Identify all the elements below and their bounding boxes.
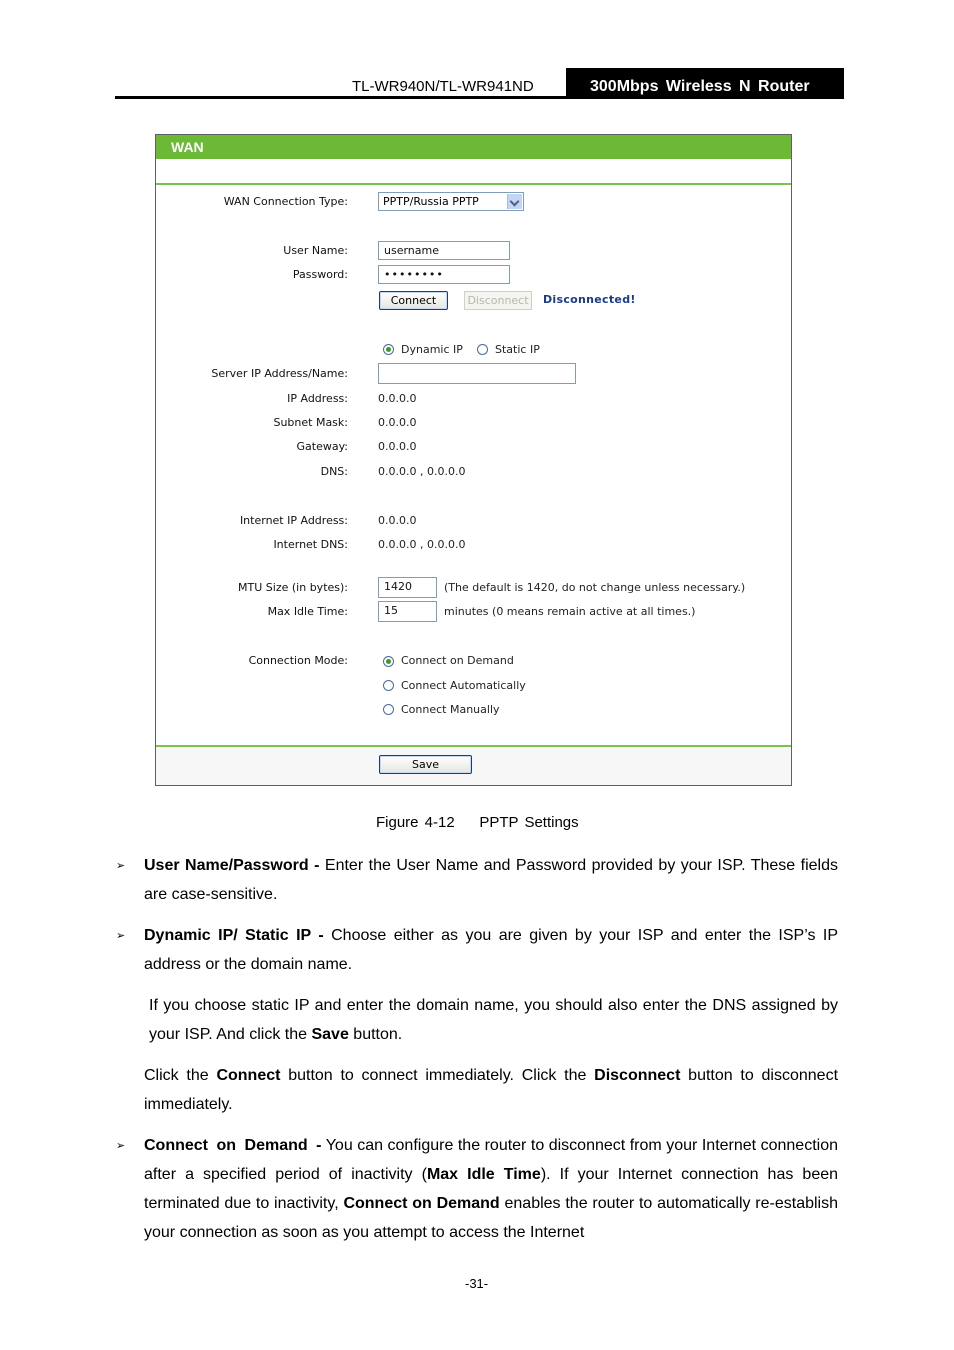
mode-auto-label: Connect Automatically [401, 679, 526, 692]
bullet-icon: ➢ [116, 930, 126, 942]
mode-demand-label: Connect on Demand [401, 654, 514, 667]
paragraph-dynamic-static [144, 921, 838, 979]
paragraph-connect [144, 1061, 838, 1119]
text-dynamic-static: Choose either as you are given by your ISP and enter the ISP’s IP address or the domain name. [144, 927, 839, 973]
header-rule [115, 96, 844, 99]
term-max-idle: Max Idle Time [426, 1166, 541, 1183]
text-connect-b: button to connect immediately. Click the [280, 1067, 595, 1084]
paragraph-username [144, 851, 838, 909]
bullet-icon: ➢ [116, 1140, 126, 1152]
text-on-demand-c: enables the router to automatically re-establish your connection as soon as you attempt to access the Internet [144, 1195, 838, 1241]
text-on-demand-a: You can configure the router to disconnect from your Internet connection after a specified period of inactivity ( [144, 1137, 839, 1183]
gateway-label: Gateway: [296, 440, 348, 453]
text-connect-c: button to disconnect immediately. [144, 1067, 839, 1113]
dns-label: DNS: [320, 465, 348, 478]
bullet-icon: ➢ [116, 860, 126, 872]
term-disconnect: Disconnect [594, 1067, 681, 1084]
term-save: Save [311, 1026, 349, 1043]
text-static-note-a: If you choose static IP and enter the domain name, you should also enter the DNS assigned by your ISP. And click the [149, 997, 838, 1043]
save-area [156, 747, 791, 785]
ip-value: 0.0.0.0 [378, 392, 417, 405]
idle-input[interactable]: 15 [378, 601, 437, 622]
header-model: TL-WR940N/TL-WR941ND [352, 78, 534, 95]
term-dynamic-static: Dynamic IP/ Static IP - [144, 927, 324, 944]
mask-label: Subnet Mask: [273, 416, 348, 429]
connection-status: Disconnected! [543, 293, 636, 306]
chevron-down-icon[interactable] [507, 194, 522, 209]
wan-type-label: WAN Connection Type: [223, 195, 348, 208]
wan-title: WAN [171, 139, 204, 155]
idle-label: Max Idle Time: [267, 605, 348, 618]
term-on-demand: Connect on Demand - [144, 1137, 322, 1154]
dns-value: 0.0.0.0 , 0.0.0.0 [378, 465, 466, 478]
dynamic-ip-label: Dynamic IP [401, 343, 463, 356]
top-divider [156, 183, 791, 185]
internet-dns-label: Internet DNS: [273, 538, 348, 551]
gateway-value: 0.0.0.0 [378, 440, 417, 453]
ip-label: IP Address: [287, 392, 348, 405]
username-label: User Name: [283, 244, 348, 257]
static-ip-radio[interactable] [477, 344, 488, 355]
connect-button[interactable]: Connect [379, 291, 448, 310]
text-static-note-b: button. [348, 1026, 403, 1043]
server-input[interactable] [378, 363, 576, 384]
mode-auto-radio[interactable] [383, 680, 394, 691]
mask-value: 0.0.0.0 [378, 416, 417, 429]
mtu-note: (The default is 1420, do not change unless necessary.) [444, 581, 746, 594]
idle-note: minutes (0 means remain active at all times.) [444, 605, 696, 618]
page-number: -31- [465, 1276, 489, 1291]
paragraph-on-demand [144, 1131, 838, 1247]
mode-label: Connection Mode: [248, 654, 348, 667]
server-label: Server IP Address/Name: [211, 367, 348, 380]
internet-ip-label: Internet IP Address: [239, 514, 348, 527]
term-on-demand-2: Connect on Demand [343, 1195, 500, 1212]
text-connect-a: Click the [144, 1067, 217, 1084]
text-on-demand-b: ). If your Internet connection has been terminated due to inactivity, [144, 1166, 839, 1212]
mode-manual-label: Connect Manually [401, 703, 500, 716]
username-input[interactable]: username [378, 241, 510, 260]
save-button[interactable]: Save [379, 755, 472, 774]
password-input[interactable]: •••••••• [378, 265, 510, 284]
mtu-label: MTU Size (in bytes): [238, 581, 348, 594]
paragraph-static-note [149, 991, 838, 1049]
dynamic-ip-radio[interactable] [383, 344, 394, 355]
internet-ip-value: 0.0.0.0 [378, 514, 417, 527]
password-label: Password: [292, 268, 348, 281]
disconnect-button[interactable]: Disconnect [464, 291, 532, 310]
term-username: User Name/Password - [144, 857, 320, 874]
internet-dns-value: 0.0.0.0 , 0.0.0.0 [378, 538, 466, 551]
wan-type-value: PPTP/Russia PPTP [383, 195, 479, 208]
wan-type-select[interactable] [378, 192, 524, 211]
static-ip-label: Static IP [495, 343, 540, 356]
mode-demand-radio[interactable] [383, 656, 394, 667]
term-connect: Connect [216, 1067, 281, 1084]
text-username: Enter the User Name and Password provided by your ISP. These fields are case-sensitive. [144, 857, 839, 903]
header-product: 300Mbps Wireless N Router [566, 68, 844, 99]
mtu-input[interactable]: 1420 [378, 577, 437, 598]
mode-manual-radio[interactable] [383, 704, 394, 715]
figure-caption: Figure 4-12 PPTP Settings [376, 814, 579, 831]
wan-title-bar [156, 135, 791, 159]
